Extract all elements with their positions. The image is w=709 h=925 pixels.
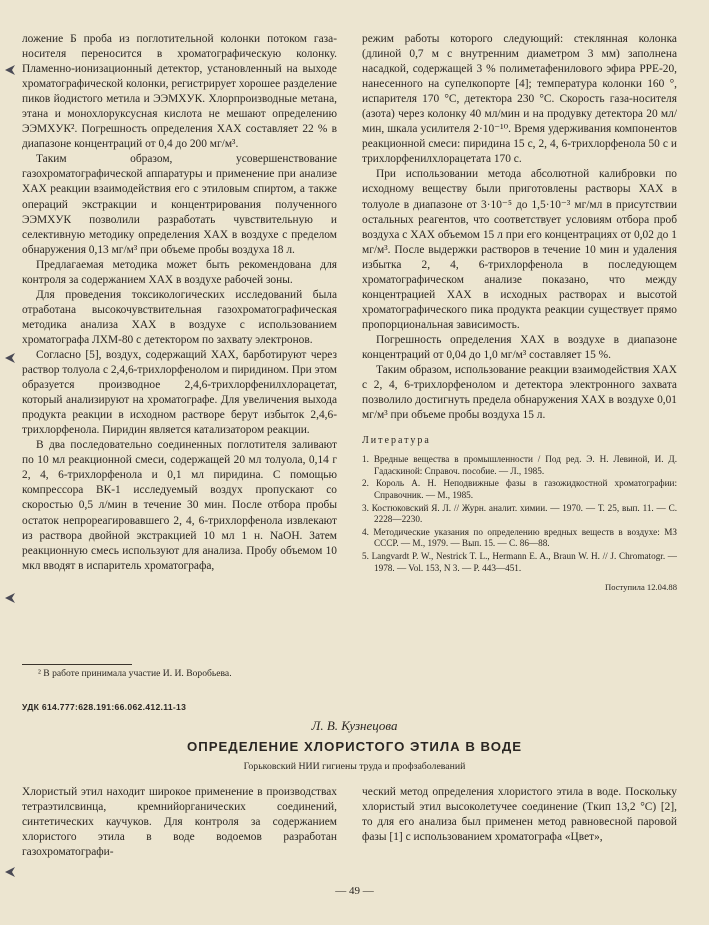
footnote: ² В работе принимала участие И. И. Воробьева. [38, 668, 232, 679]
binding-hole-mark-icon [4, 352, 16, 364]
references-list [362, 454, 677, 574]
left-column-paragraph: ложение Б проба из поглотительной колонки потоком газа-носителя переносится в хроматографическую колонку. Пламенно-ионизационный детектор, установленный на выходе хроматографической колонки, регистрирует хорошее разделение пиков йодистого метила и ЭЭМХУК. Хлорпроизводные метана, этана и монохлоруксусная кислота не мешают определению ЭЭМХУК². Погрешность определения ХАХ составляет 22 % в диапазоне концентраций от 0,4 до 200 мг/м³. [22, 33, 337, 151]
article-title: ОПРЕДЕЛЕНИЕ ХЛОРИСТОГО ЭТИЛА В ВОДЕ [186, 739, 523, 754]
page-number: — 49 — [335, 885, 374, 897]
right-column-paragraph: Погрешность определения ХАХ в воздухе в диапазоне концентраций от 0,04 до 1,0 мг/м³ составляет 15 %. [362, 333, 677, 361]
reference-item: 1. Вредные вещества в промышленности / Под ред. Э. Н. Левиной, И. Д. Гадаскиной: Справоч. пособие. — Л., 1985. [362, 454, 677, 476]
left-column-paragraph: Предлагаемая методика может быть рекомендована для контроля за содержанием ХАХ в воздухе рабочей зоны. [22, 258, 337, 286]
right-column-paragraph: режим работы которого следующий: стеклянная колонка (длиной 0,7 м с внутренним диаметром 3 мм) заполнена насадкой, содержащей 3 % полиметафенилового эфира PPE-20, нанесенного на супелкопорте [4]; температура колонки 160 °, испарителя 170 °С, детектора 230 °С. Скорость газа-носителя (азота) через колонку 40 мл/мин и на продувку детектора 20 мл/мин, шкала усилителя 2·10⁻¹⁰. Время удерживания компонентов реакционной смеси: пиридина 15 с, 2, 4, 6-трихлорфенола 50 с и трихлорфенилхлорацетата 170 с. [362, 33, 677, 166]
right-column-paragraph: Таким образом, использование реакции взаимодействия ХАХ с 2, 4, 6-трихлорфенолом и детектора электронного захвата позволило достигнуть предела обнаружения ХАХ в воздухе 0,01 мг/м³ при объеме пробы воздуха 15 л. [362, 364, 677, 422]
received-date: Поступила 12.04.88 [605, 582, 677, 593]
article-right-text: ческий метод определения хлористого этила в воде. Поскольку хлористый этил высоколетучее соединение (Tкип 13,2 °С) [2], то для его анализа был применен метод равновесной паровой фазы [1] с использованием хроматографа «Цвет», [362, 786, 677, 843]
left-column-paragraph: В два последовательно соединенных поглотителя заливают по 10 мл реакционной смеси, содержащей 20 мл толуола, 0,14 г 2, 4, 6-трихлорфенола и 0,1 мл пиридина. С помощью компрессора ВК-1 исследуемый воздух пропускают со скоростью 0,5 л/мин в течение 30 мин. После отбора пробы остаток непрореагировавшего 2, 4, 6-трихлорфенола извлекают из раствора двойной экстракцией 10 мл 1 н. NaOH. Затем реакционную смесь используют для анализа. Пробу объемом 10 мкл вводят в испаритель хроматографа, [22, 439, 337, 572]
right-column-paragraphs [362, 32, 677, 423]
article-author: Л. В. Кузнецова [311, 718, 398, 733]
right-column [362, 32, 677, 595]
reference-item: 2. Король А. Н. Неподвижные фазы в газожидкостной хроматографии: Справочник. — М., 1985. [362, 478, 677, 501]
udc-code: УДК 614.777:628.191:66.062.412.11-13 [22, 702, 187, 712]
left-column-paragraph: Для проведения токсикологических исследований была отработана высокочувствительная газохроматографическая методика анализа ХАХ в воздухе с использованием хроматографа ЛХМ-80 с детектором по захвату электронов. [22, 288, 337, 346]
article-affiliation: Горьковский НИИ гигиены труда и профзаболеваний [243, 761, 466, 772]
footnote-divider [22, 664, 132, 665]
article-left-text: Хлористый этил находит широкое применение в производствах тетраэтилсвинца, кремнийорганических соединений, синтетических каучуков. Для контроля за содержанием хлористого этила в воде водоемов разработан газохроматографи- [22, 786, 337, 858]
left-column-paragraph: Таким образом, усовершенствование газохроматографической аппаратуры и применение при анализе ХАХ реакции взаимодействия его с этиловым спиртом, а также операций экстракции и концентрирования полученного ЭЭМХУК позволили разработать чувствительную и селективную методику определения ХАХ в воздухе с пределом обнаружения 0,13 мг/м³ при объеме пробы воздуха 18 л. [22, 153, 337, 256]
binding-hole-mark-icon [4, 592, 16, 604]
left-column-paragraph: Согласно [5], воздух, содержащий ХАХ, барботируют через раствор толуола с 2,4,6-трихлорфенолом и пиридином. При этом образуется производное 2,4,6-трихлорфенилхлорацетат, который анализируют на хроматографе. Для увеличения выхода продукта реакции в исходном растворе берут избыток 2,4,6-трихлорфенола. Пиридин является катализатором реакции. [22, 348, 337, 437]
left-column [22, 32, 337, 574]
reference-item: 4. Методические указания по определению вредных веществ в воздухе: МЗ СССР. — М., 1979. — Вып. 15. — С. 86—88. [362, 526, 677, 549]
references-heading: Литература [362, 435, 431, 447]
reference-item: 5. Langvardt P. W., Nestrick T. L., Hermann E. A., Braun W. H. // J. Chromatogr. — 1978. — Vol. 153, N 3. — P. 443—451. [362, 551, 677, 573]
binding-hole-mark-icon [4, 866, 16, 878]
right-column-paragraph: При использовании метода абсолютной калибровки по исходному веществу были приготовлены растворы ХАХ в толуоле в диапазоне от 3·10⁻⁵ до 1,5·10⁻³ мг/мл в присутствии остальных реагентов, что соответствует условиям отбора проб воздуха с ХАХ объемом 15 л при его концентрациях от 0,02 до 1 мг/м³. После выдержки растворов в течение 10 мин и удаления избытка 2, 4, 6-трихлорфенола в последующем хроматографическом анализе показано, что между концентрацией ХАХ в исходных растворах и высотой хроматографического пика продукта реакции существует прямо пропорциональная зависимость. [362, 168, 677, 331]
reference-item: 3. Костюковский Я. Л. // Журн. аналит. химии. — 1970. — Т. 25, вып. 11. — С. 2228—2230. [362, 502, 677, 525]
binding-hole-mark-icon [4, 64, 16, 76]
